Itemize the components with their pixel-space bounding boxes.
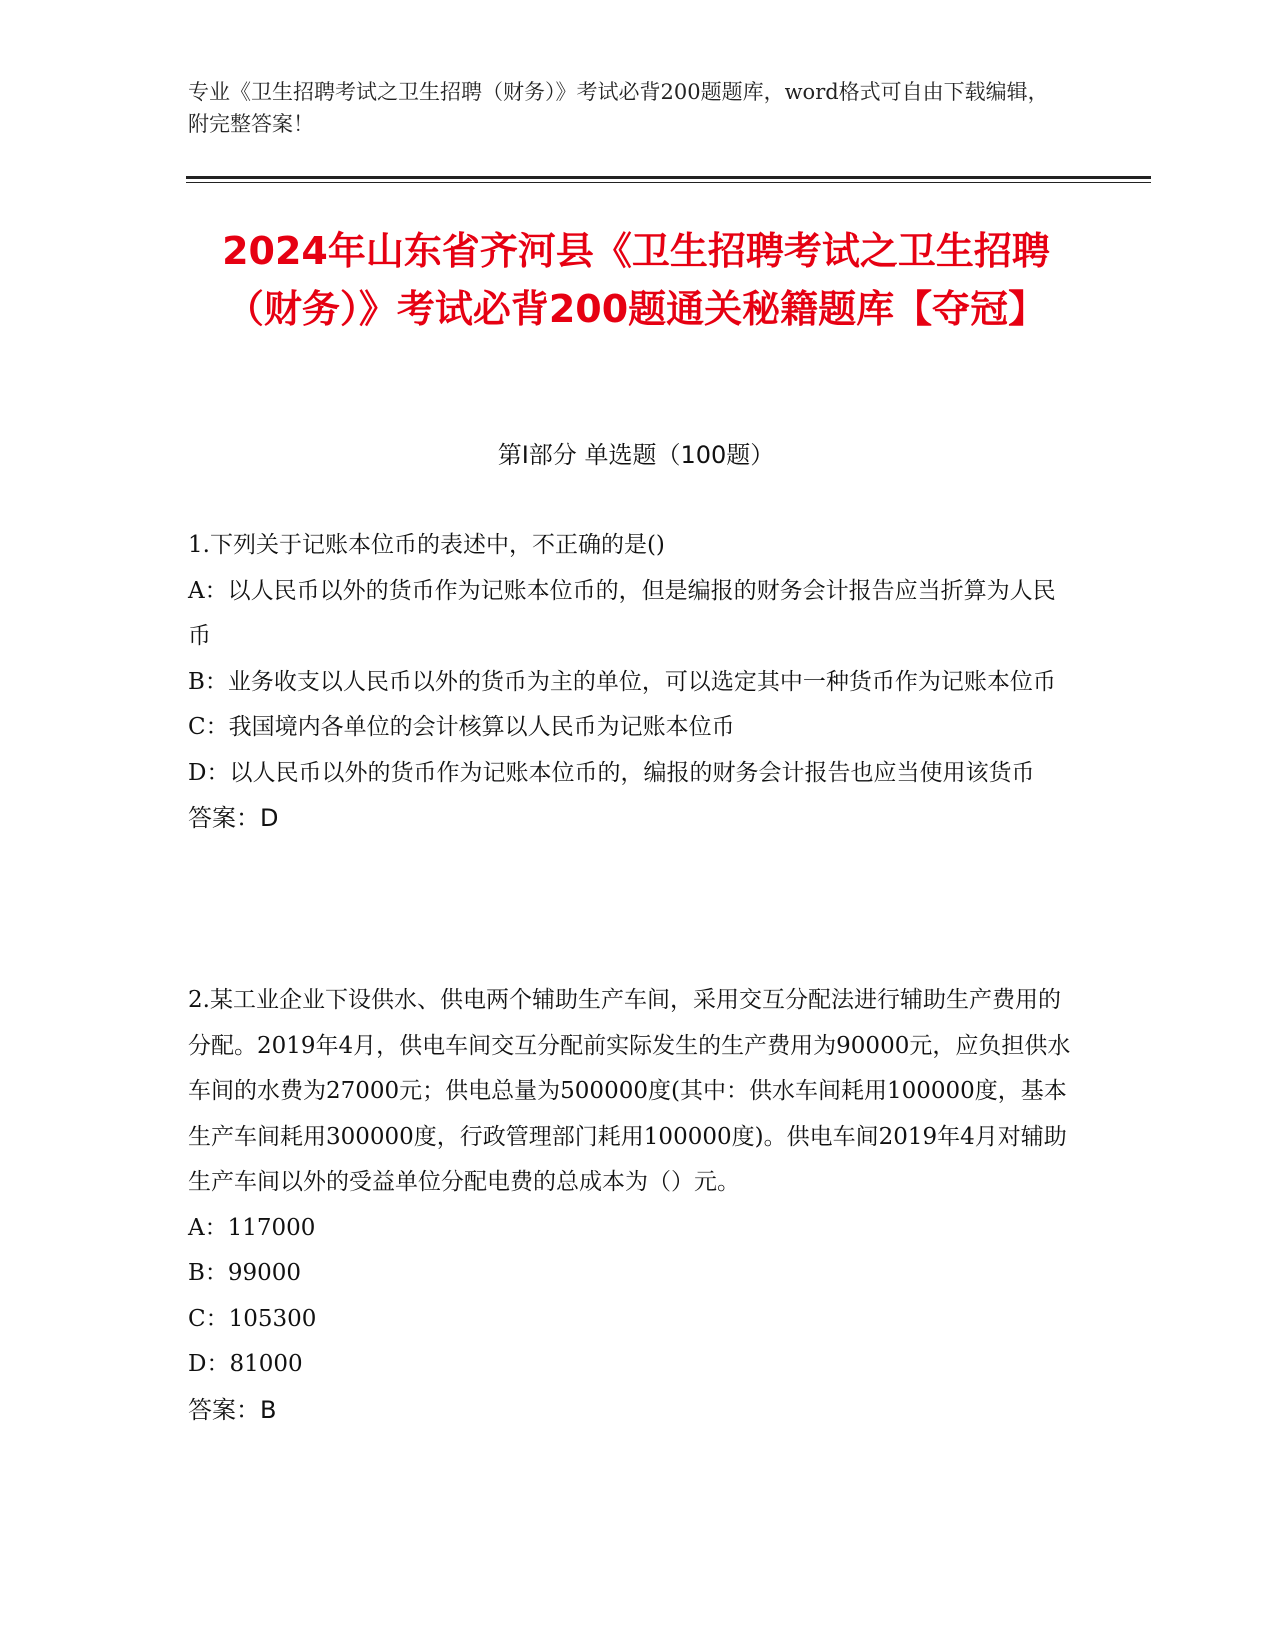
document-title: 2024年山东省齐河县《卫生招聘考试之卫生招聘（财务）》考试必背200题通关秘籍题库【夺冠】 <box>222 229 1050 331</box>
header-rule-thick <box>186 176 1151 179</box>
question-1 <box>188 523 1078 842</box>
option-a: A：以人民币以外的货币作为记账本位币的，但是编报的财务会计报告应当折算为人民币 <box>188 577 1056 649</box>
option-b: B：业务收支以人民币以外的货币为主的单位，可以选定其中一种货币作为记账本位币 <box>188 668 1056 695</box>
question-text: 2.某工业企业下设供水、供电两个辅助生产车间，采用交互分配法进行辅助生产费用的分配。2019年4月，供电车间交互分配前实际发生的生产费用为90000元，应负担供水车间的水费为27000元；供电总量为500000度(其中：供水车间耗用100000度，基本生产车间耗用300000度，行政管理部门耗用100000度)。供电车间2019年4月对辅助生产车间以外的受益单位分配电费的总成本为（）元。 <box>188 987 1071 1195</box>
answer: 答案：D <box>188 804 279 832</box>
option-b: B：99000 <box>188 1260 302 1286</box>
answer: 答案：B <box>188 1395 277 1424</box>
header-rule-thin <box>186 182 1151 183</box>
option-d: D：81000 <box>188 1351 303 1377</box>
question-text: 1.下列关于记账本位币的表述中，不正确的是() <box>188 532 665 558</box>
option-d: D：以人民币以外的货币作为记账本位币的，编报的财务会计报告也应当使用该货币 <box>188 759 1035 786</box>
option-c: C：105300 <box>188 1305 317 1332</box>
option-a: A：117000 <box>188 1214 316 1241</box>
question-2 <box>188 978 1078 1433</box>
option-c: C：我国境内各单位的会计核算以人民币为记账本位币 <box>188 714 735 740</box>
section-heading: 第I部分 单选题（100题） <box>497 441 775 469</box>
header-note: 专业《卫生招聘考试之卫生招聘（财务）》考试必背200题题库，word格式可自由下载编辑，附完整答案！ <box>188 80 1049 136</box>
